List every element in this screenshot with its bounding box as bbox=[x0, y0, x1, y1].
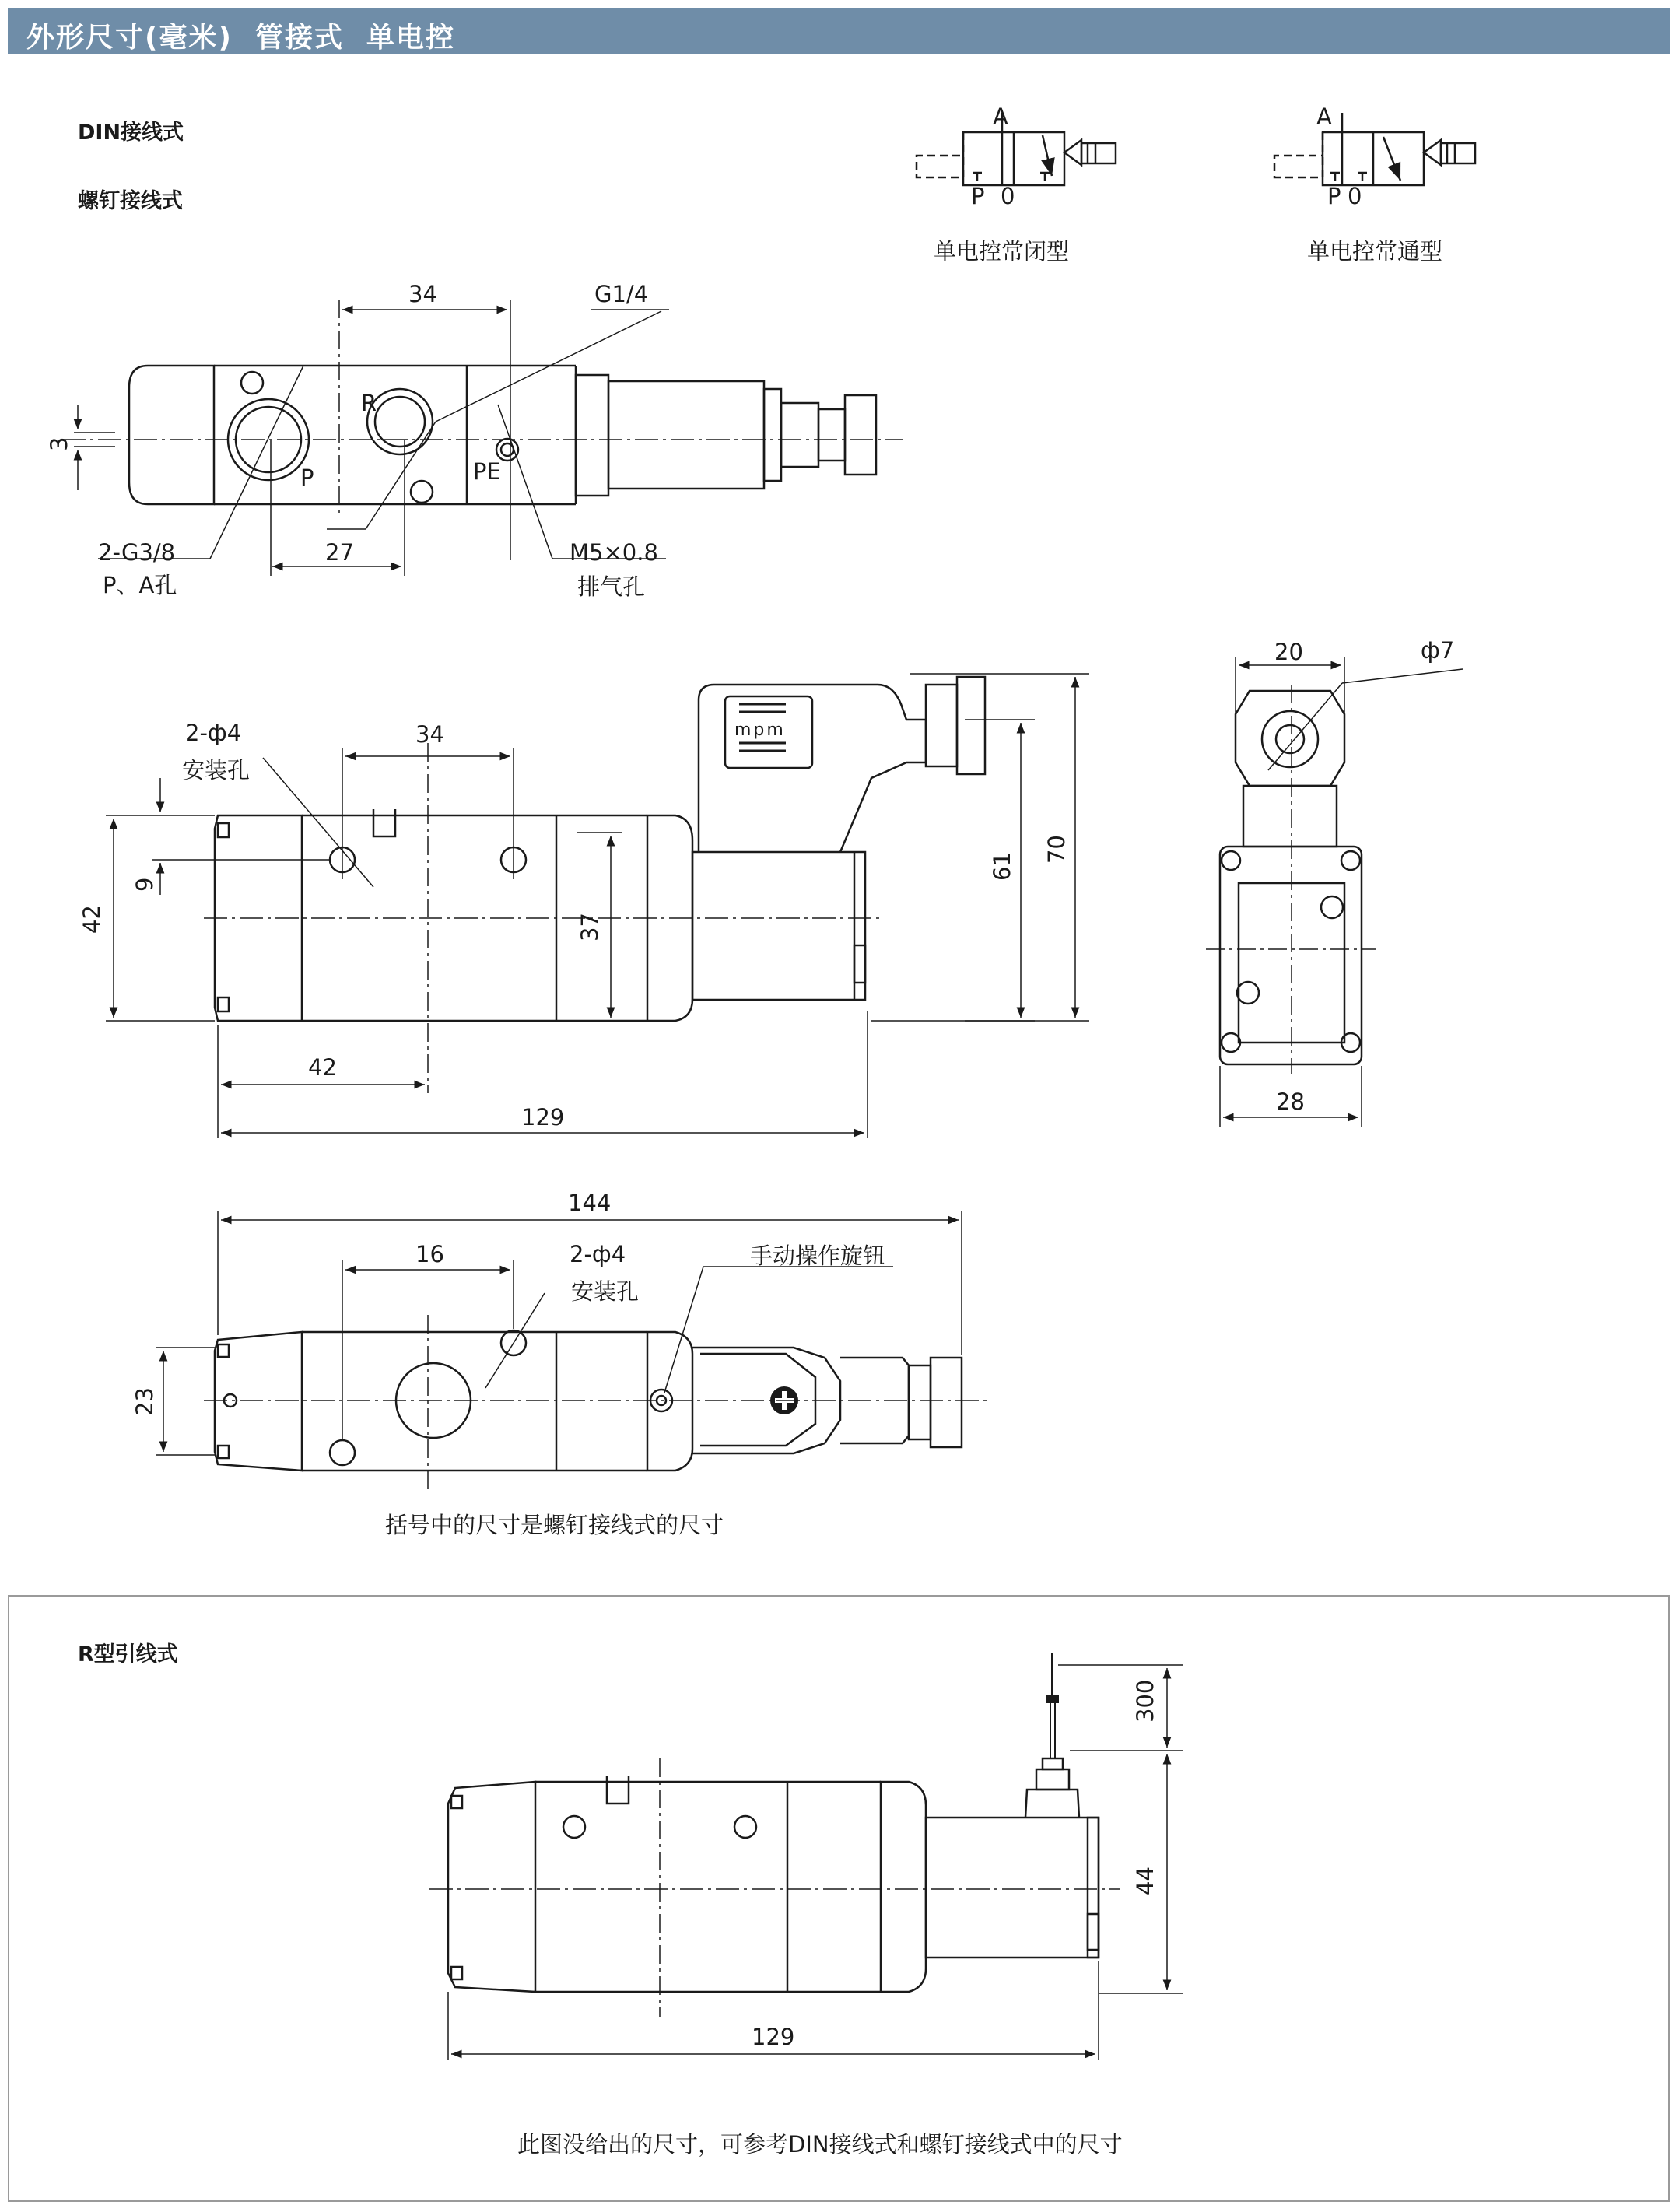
bottom-note: 括号中的尺寸是螺钉接线式的尺寸 bbox=[385, 1512, 724, 1538]
side-view-lines bbox=[1206, 657, 1463, 1127]
no-port-a: A bbox=[1316, 103, 1332, 130]
nc-port-o: 0 bbox=[1001, 183, 1015, 209]
nc-port-a: A bbox=[993, 103, 1008, 130]
bottom-holes-note: 安装孔 bbox=[571, 1278, 640, 1305]
r-view-lines bbox=[429, 1665, 1183, 2060]
side-dim-phi7: ф7 bbox=[1421, 637, 1455, 664]
front-holes-note: 安装孔 bbox=[182, 757, 251, 783]
side-dim-20: 20 bbox=[1274, 639, 1303, 665]
front-holes: 2-ф4 bbox=[185, 720, 242, 746]
top-port-r: R bbox=[361, 390, 377, 416]
r-type-label: R型引线式 bbox=[78, 1642, 178, 1667]
side-dim-28: 28 bbox=[1276, 1088, 1305, 1115]
front-dim-61: 61 bbox=[989, 852, 1015, 881]
screw-label: 螺钉接线式 bbox=[78, 189, 183, 213]
plug-brand: mpm bbox=[734, 720, 786, 740]
top-view-body bbox=[129, 366, 876, 504]
nc-port-p: P bbox=[971, 183, 985, 209]
front-dim-42h: 42 bbox=[79, 905, 105, 934]
r-dim-300: 300 bbox=[1132, 1679, 1158, 1723]
symbol-normally-closed bbox=[917, 113, 1116, 185]
front-dim-37: 37 bbox=[577, 913, 603, 941]
top-m5: M5×0.8 bbox=[570, 539, 658, 566]
top-m5-note: 排气孔 bbox=[577, 573, 646, 600]
side-view-body bbox=[1220, 691, 1362, 1064]
top-dim-3: 3 bbox=[46, 436, 72, 451]
front-dim-70: 70 bbox=[1043, 835, 1070, 864]
top-port-p: P bbox=[300, 464, 314, 491]
nc-caption: 单电控常闭型 bbox=[934, 238, 1070, 265]
front-dim-129: 129 bbox=[521, 1104, 565, 1131]
r-view-wire bbox=[1047, 1653, 1058, 1758]
top-g38: 2-G3/8 bbox=[98, 539, 176, 566]
top-dim-34: 34 bbox=[408, 281, 437, 307]
top-port-pe: PE bbox=[473, 458, 501, 485]
no-caption: 单电控常通型 bbox=[1307, 238, 1443, 265]
r-note: 此图没给出的尺寸，可参考DIN接线式和螺钉接线式中的尺寸 bbox=[517, 2131, 1123, 2158]
front-view-lines bbox=[106, 674, 1089, 1138]
r-view-body bbox=[448, 1758, 1099, 1992]
section-title: 外形尺寸(毫米) 管接式 单电控 bbox=[26, 22, 456, 54]
top-g38-note: P、A孔 bbox=[103, 572, 177, 598]
bottom-knob-label: 手动操作旋钮 bbox=[750, 1243, 886, 1269]
din-label: DIN接线式 bbox=[78, 121, 184, 145]
bottom-holes: 2-ф4 bbox=[570, 1241, 626, 1267]
top-dim-27: 27 bbox=[325, 539, 354, 566]
bottom-dim-144: 144 bbox=[568, 1190, 612, 1216]
front-dim-9: 9 bbox=[131, 877, 158, 892]
symbol-normally-open bbox=[1274, 113, 1475, 185]
front-dim-42w: 42 bbox=[308, 1054, 337, 1081]
no-port-p: P bbox=[1327, 183, 1341, 209]
front-view-body bbox=[215, 677, 985, 1021]
bottom-dim-23: 23 bbox=[131, 1387, 158, 1416]
r-dim-44: 44 bbox=[1132, 1867, 1158, 1895]
top-dim-g14: G1/4 bbox=[594, 281, 649, 307]
top-view-lines bbox=[62, 300, 903, 576]
r-dim-129: 129 bbox=[752, 2024, 795, 2050]
front-dim-34: 34 bbox=[415, 721, 444, 748]
bottom-dim-16: 16 bbox=[415, 1241, 444, 1267]
no-port-o: 0 bbox=[1348, 183, 1362, 209]
